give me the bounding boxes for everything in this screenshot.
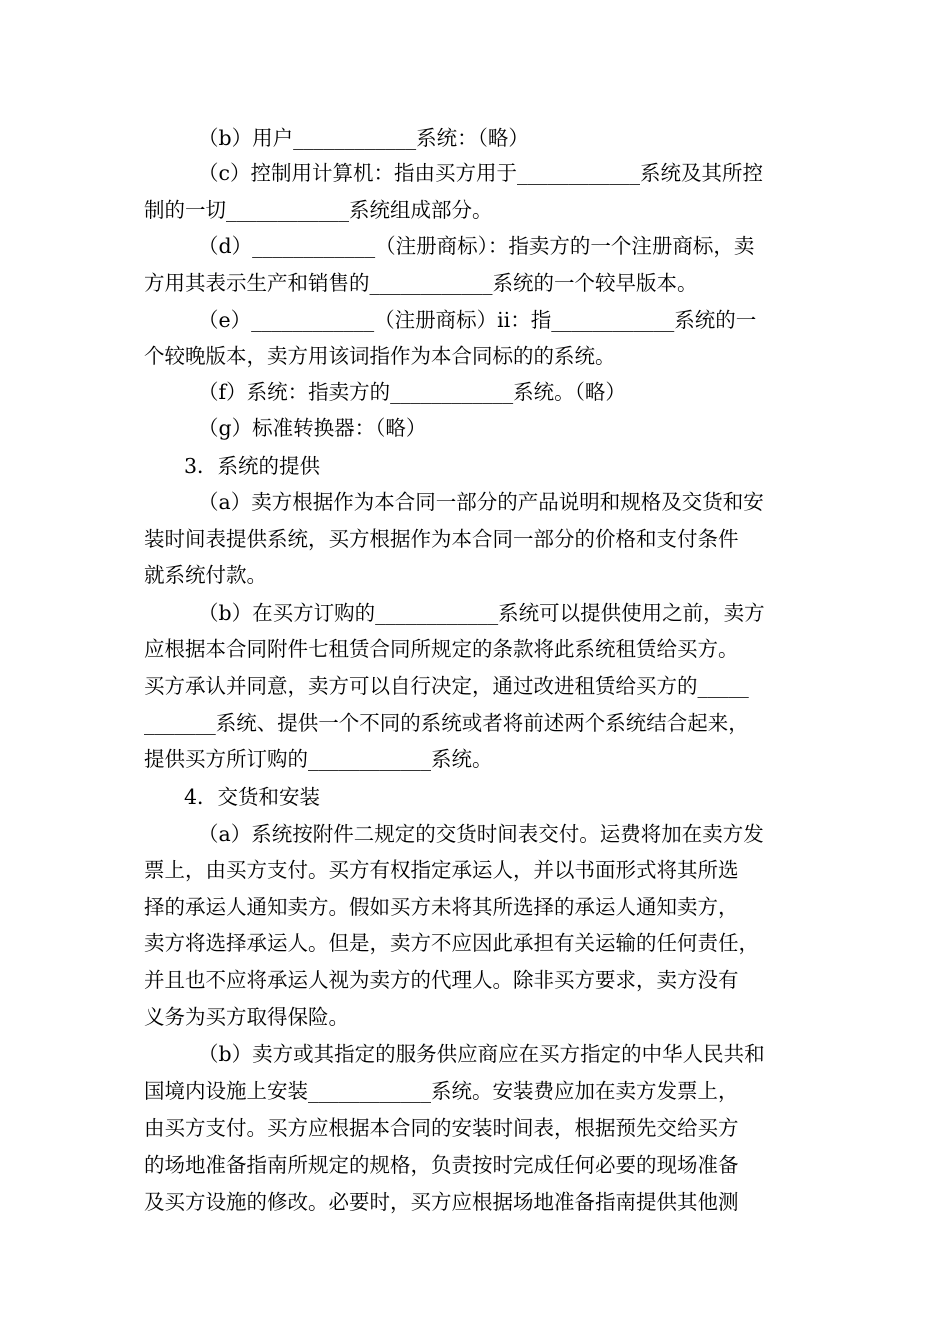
clause-4a-line5: 并且也不应将承运人视为卖方的代理人。除非买方要求，卖方没有 <box>144 968 739 992</box>
clause-4a-line4: 卖方将选择承运人。但是，卖方不应因此承担有关运输的任何责任， <box>144 931 759 955</box>
clause-3b-line3: 买方承认并同意，卖方可以自行决定，通过改进租赁给买方的_____ <box>144 674 749 698</box>
clause-3a-line2: 装时间表提供系统，买方根据作为本合同一部分的价格和支付条件 <box>144 527 739 551</box>
clause-4b-line1: （b）卖方或其指定的服务供应商应在买方指定的中华人民共和 <box>198 1042 765 1066</box>
clause-4a-line1: （a）系统按附件二规定的交货时间表交付。运费将加在卖方发 <box>198 822 764 846</box>
clause-3b-line5: 提供买方所订购的____________系统。 <box>144 747 493 771</box>
clause-3b-line1: （b）在买方订购的____________系统可以提供使用之前，卖方 <box>198 601 765 625</box>
clause-2e-line2: 个较晚版本，卖方用该词指作为本合同标的的系统。 <box>144 344 616 368</box>
clause-2c-line2: 制的一切____________系统组成部分。 <box>144 198 493 222</box>
clause-3b-line2: 应根据本合同附件七租赁合同所规定的条款将此系统租赁给买方。 <box>144 637 739 661</box>
clause-2d-line1: （d）____________（注册商标）：指卖方的一个注册商标，卖 <box>198 234 755 258</box>
clause-2b: （b）用户____________系统：（略） <box>198 126 529 150</box>
clause-3a-line3: 就系统付款。 <box>144 563 267 587</box>
clause-4b-line2: 国境内设施上安装____________系统。安装费应加在卖方发票上， <box>144 1079 739 1103</box>
clause-4b-line5: 及买方设施的修改。必要时，买方应根据场地准备指南提供其他测 <box>144 1190 739 1214</box>
section-4-heading: 4．交货和安装 <box>184 785 321 809</box>
clause-3a-line1: （a）卖方根据作为本合同一部分的产品说明和规格及交货和安 <box>198 490 764 514</box>
clause-2f: （f）系统：指卖方的____________系统。（略） <box>198 380 626 404</box>
clause-2g: （g）标准转换器：（略） <box>198 416 427 440</box>
clause-2d-line2: 方用其表示生产和销售的____________系统的一个较早版本。 <box>144 271 698 295</box>
clause-4a-line2: 票上，由买方支付。买方有权指定承运人，并以书面形式将其所选 <box>144 858 739 882</box>
clause-4b-line3: 由买方支付。买方应根据本合同的安装时间表，根据预先交给买方 <box>144 1116 739 1140</box>
clause-3b-line4: _______系统、提供一个不同的系统或者将前述两个系统结合起来， <box>144 711 749 735</box>
clause-4a-line6: 义务为买方取得保险。 <box>144 1005 349 1029</box>
clause-4a-line3: 择的承运人通知卖方。假如买方未将其所选择的承运人通知卖方， <box>144 895 739 919</box>
clause-4b-line4: 的场地准备指南所规定的规格，负责按时完成任何必要的现场准备 <box>144 1153 739 1177</box>
clause-2c-line1: （c）控制用计算机：指由买方用于____________系统及其所控 <box>198 161 763 185</box>
clause-2e-line1: （e）____________（注册商标）ⅱ：指____________系统的一 <box>198 308 757 332</box>
section-3-heading: 3．系统的提供 <box>184 454 321 478</box>
